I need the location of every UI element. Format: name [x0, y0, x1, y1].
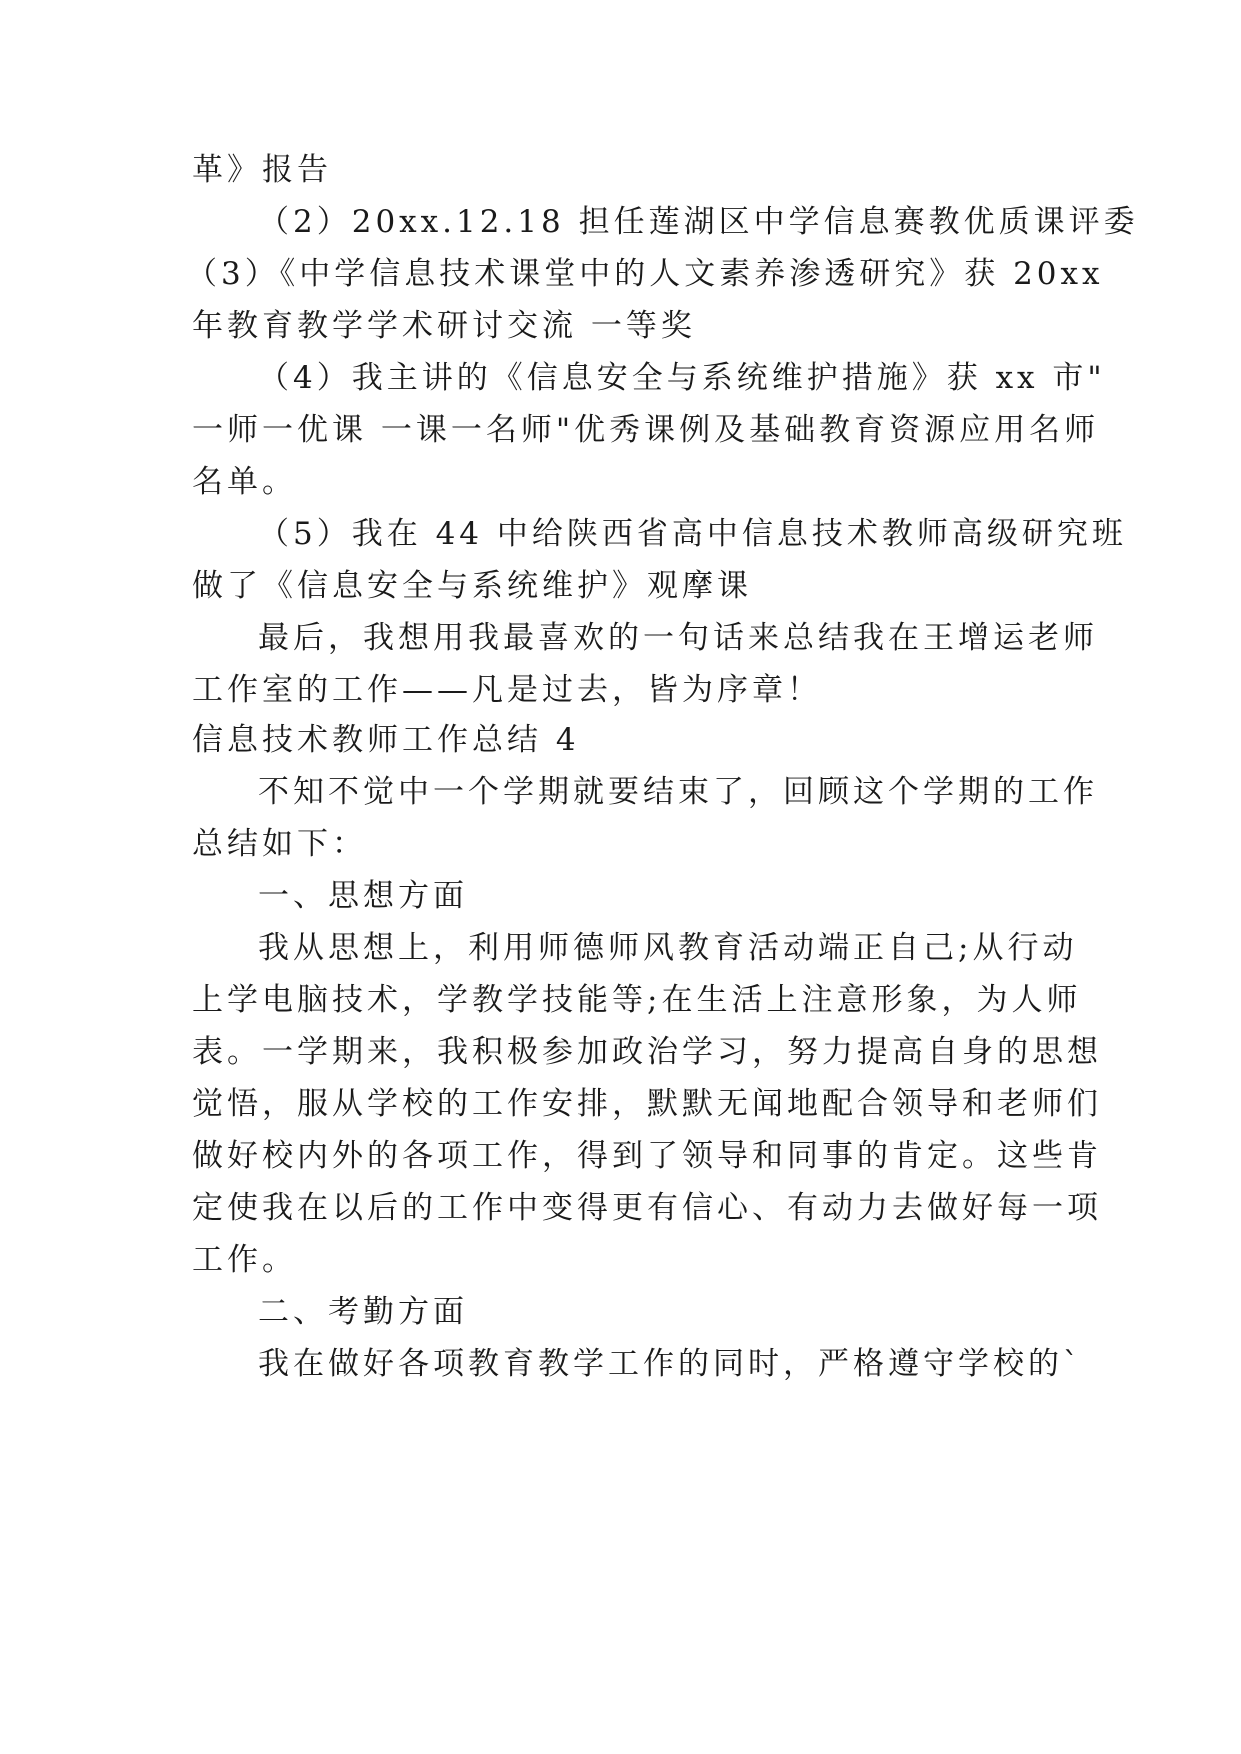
- text-line: 我在做好各项教育教学工作的同时，严格遵守学校的`: [258, 1346, 1083, 1382]
- text-line: 做好校内外的各项工作，得到了领导和同事的肯定。这些肯: [192, 1138, 1102, 1174]
- text-line: 做了《信息安全与系统维护》观摩课: [192, 568, 752, 604]
- text-line: 最后，我想用我最喜欢的一句话来总结我在王增运老师: [258, 620, 1098, 656]
- text-line: （4）我主讲的《信息安全与系统维护措施》获 xx 市": [258, 360, 1106, 396]
- text-line: （3）《中学信息技术课堂中的人文素养渗透研究》获 20xx: [186, 256, 1104, 292]
- text-line: 一师一优课 一课一名师"优秀课例及基础教育资源应用名师: [192, 412, 1100, 448]
- text-line: 上学电脑技术，学教学技能等;在生活上注意形象，为人师: [192, 982, 1082, 1018]
- text-line: 定使我在以后的工作中变得更有信心、有动力去做好每一项: [192, 1190, 1102, 1226]
- text-line: 总结如下：: [192, 826, 367, 862]
- text-line: 表。一学期来，我积极参加政治学习，努力提高自身的思想: [192, 1034, 1102, 1070]
- text-line: 革》报告: [192, 152, 332, 188]
- text-line: 我从思想上，利用师德师风教育活动端正自己;从行动: [258, 930, 1078, 966]
- text-line: （5）我在 44 中给陕西省高中信息技术教师高级研究班: [258, 516, 1127, 552]
- section-heading: 信息技术教师工作总结 4: [192, 722, 580, 758]
- text-line: 工作。: [192, 1242, 297, 1278]
- text-line: 名单。: [192, 464, 297, 500]
- subheading: 二、考勤方面: [258, 1294, 468, 1330]
- subheading: 一、思想方面: [258, 878, 468, 914]
- text-line: 觉悟，服从学校的工作安排，默默无闻地配合领导和老师们: [192, 1086, 1102, 1122]
- text-line: 年教育教学学术研讨交流 一等奖: [192, 308, 696, 344]
- text-line: 工作室的工作——凡是过去，皆为序章！: [192, 672, 822, 708]
- text-line: 不知不觉中一个学期就要结束了，回顾这个学期的工作: [258, 774, 1098, 810]
- text-line: （2）20xx.12.18 担任莲湖区中学信息赛教优质课评委: [258, 204, 1139, 240]
